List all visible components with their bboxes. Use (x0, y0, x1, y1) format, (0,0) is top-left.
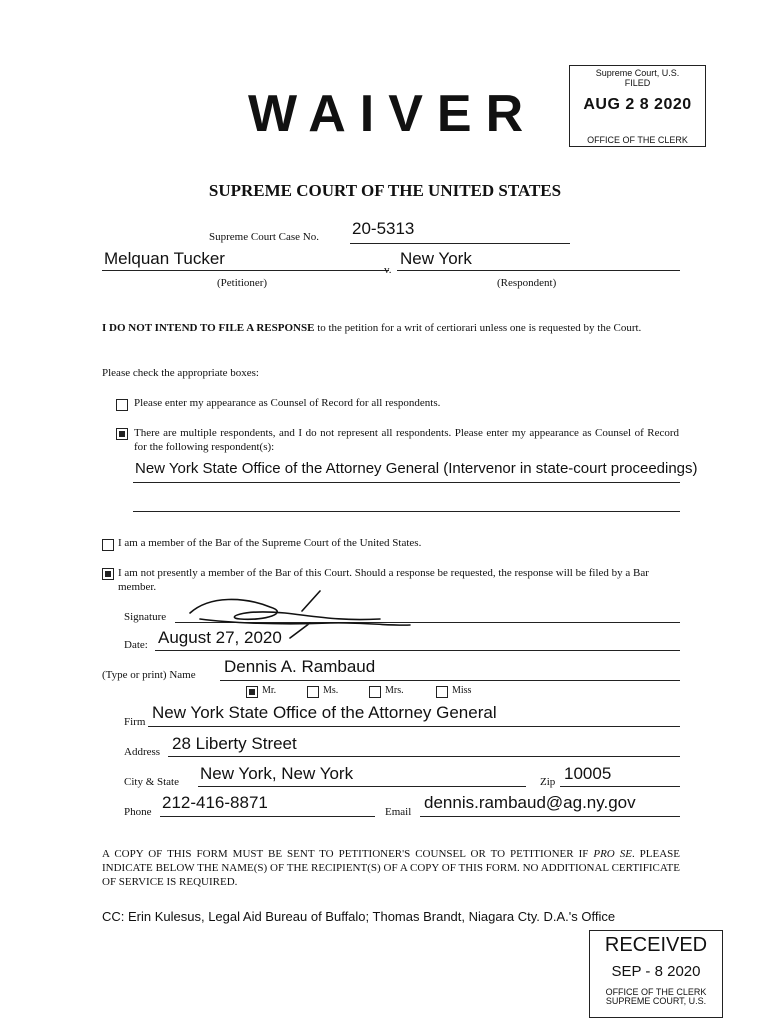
received-stamp-date: SEP - 8 2020 (611, 963, 701, 980)
received-stamp (589, 930, 723, 1018)
address-label: Address (124, 746, 161, 758)
checkbox-multiple-respondents[interactable] (116, 428, 128, 440)
copy-notice-part2: . PLEASE INDICATE BELOW THE NAME(S) OF THE RECIPIENT(S) OF A COPY OF THIS FORM. NO ADDITIONAL CERTIFICATE OF SERVICE IS REQUIRED. (102, 848, 681, 888)
email-value: dennis.rambaud@ag.ny.gov (424, 793, 636, 812)
date-label: Date: (124, 639, 148, 651)
date-line (155, 650, 680, 651)
checkbox-ms[interactable] (307, 686, 319, 698)
respondent-entry-line-2 (133, 511, 680, 512)
email-label: Email (385, 806, 412, 818)
option-bar-member: I am a member of the Bar of the Supreme Court of the United States. (118, 537, 422, 549)
received-stamp-line1: OFFICE OF THE CLERK (605, 987, 707, 997)
email-line (420, 816, 680, 817)
respondent-name: New York (400, 249, 472, 268)
respondent-entry-line (133, 482, 680, 483)
respondent-entry: New York State Office of the Attorney General (Intervenor in state-court proceedings) (135, 460, 698, 477)
name-line (220, 680, 680, 681)
address-value: 28 Liberty Street (172, 734, 297, 753)
case-number: 20-5313 (352, 219, 415, 238)
title-mrs-label: Mrs. (385, 685, 404, 696)
title-ms-label: Ms. (323, 685, 339, 696)
address-line (168, 756, 680, 757)
zip-value: 10005 (564, 764, 612, 783)
date-value: August 27, 2020 (158, 628, 282, 647)
option-multiple-respondents: There are multiple respondents, and I do not represent all respondents. Please enter my appearance as Counsel of Record for the following respondent(s): (134, 427, 679, 453)
petitioner-name: Melquan Tucker (104, 249, 225, 268)
city-value: New York, New York (200, 764, 354, 783)
versus: v. (384, 264, 392, 276)
signature-label: Signature (124, 611, 167, 623)
instructions: Please check the appropriate boxes: (102, 367, 259, 379)
checkbox-bar-member[interactable] (102, 539, 114, 551)
copy-notice-part1: A COPY OF THIS FORM MUST BE SENT TO PETITIONER'S COUNSEL OR TO PETITIONER IF (102, 848, 594, 860)
firm-line (148, 726, 680, 727)
petitioner-line (102, 270, 389, 271)
court-name: SUPREME COURT OF THE UNITED STATES (208, 181, 562, 200)
option-not-bar-member: I am not presently a member of the Bar of this Court. Should a response be requested, the response will be filed by a Bar member. (118, 567, 649, 593)
filed-stamp-line2: FILED (624, 78, 651, 88)
received-stamp-title: RECEIVED (604, 934, 708, 956)
respondent-line (397, 270, 680, 271)
checkbox-mr[interactable] (246, 686, 258, 698)
filed-stamp-line1: Supreme Court, U.S. (595, 68, 680, 78)
option-all-respondents: Please enter my appearance as Counsel of Record for all respondents. (134, 397, 441, 409)
respondent-label: (Respondent) (497, 277, 557, 289)
title-mr-label: Mr. (262, 685, 277, 696)
copy-notice (102, 847, 680, 889)
received-stamp-line2: SUPREME COURT, U.S. (605, 996, 707, 1006)
firm-value: New York State Office of the Attorney General (152, 703, 497, 722)
checkbox-mrs[interactable] (369, 686, 381, 698)
checkbox-miss[interactable] (436, 686, 448, 698)
name-label: (Type or print) Name (102, 669, 196, 681)
phone-label: Phone (124, 806, 152, 818)
case-number-line (350, 243, 570, 244)
city-line (198, 786, 526, 787)
filed-stamp (569, 65, 706, 147)
firm-label: Firm (124, 716, 146, 728)
statement-rest: to the petition for a writ of certiorari unless one is requested by the Court. (314, 322, 642, 334)
case-number-label: Supreme Court Case No. (209, 231, 319, 243)
zip-label: Zip (540, 776, 556, 788)
petitioner-label: (Petitioner) (217, 277, 268, 289)
filed-stamp-office: OFFICE OF THE CLERK (587, 135, 688, 145)
city-label: City & State (124, 776, 179, 788)
phone-value: 212-416-8871 (162, 793, 268, 812)
name-value: Dennis A. Rambaud (224, 657, 376, 676)
title-miss-label: Miss (452, 685, 472, 696)
zip-line (560, 786, 680, 787)
phone-line (160, 816, 375, 817)
filed-stamp-date: AUG 2 8 2020 (583, 96, 692, 113)
document-title: WAIVER (248, 85, 538, 143)
checkbox-all-respondents[interactable] (116, 399, 128, 411)
statement (102, 321, 680, 335)
checkbox-not-bar-member[interactable] (102, 568, 114, 580)
statement-bold: I DO NOT INTEND TO FILE A RESPONSE (102, 322, 315, 334)
cc-line: CC: Erin Kulesus, Legal Aid Bureau of Buffalo; Thomas Brandt, Niagara Cty. D.A.'s Office (102, 909, 616, 924)
copy-notice-pro-se: PRO SE (593, 848, 632, 860)
